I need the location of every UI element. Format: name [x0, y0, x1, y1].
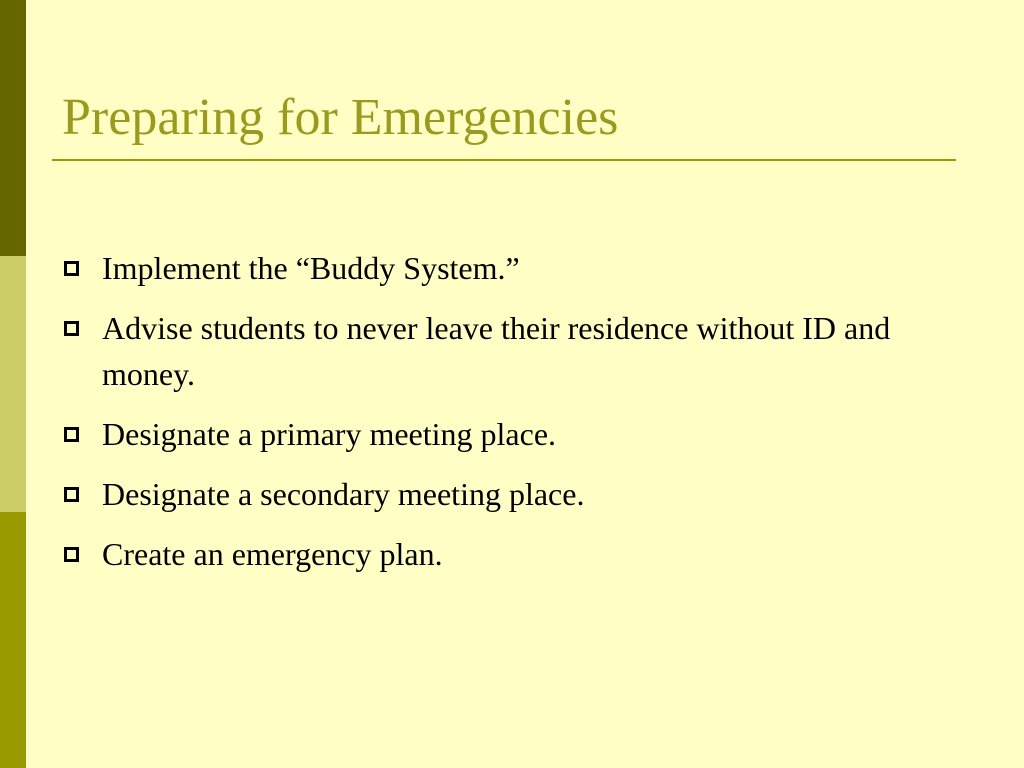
bullet-text: Implement the “Buddy System.” [102, 250, 520, 286]
hollow-square-bullet-icon [64, 487, 79, 502]
slide-title: Preparing for Emergencies [62, 89, 619, 146]
bullet-text: Designate a secondary meeting place. [102, 476, 585, 512]
side-band-top [0, 0, 26, 256]
bullet-item [62, 305, 972, 397]
title-underline-rule [52, 159, 956, 161]
bullet-list [62, 245, 972, 591]
hollow-square-bullet-icon [64, 427, 79, 442]
hollow-square-bullet-icon [64, 547, 79, 562]
bullet-text: Create an emergency plan. [102, 536, 443, 572]
bullet-item [62, 411, 972, 457]
hollow-square-bullet-icon [64, 321, 79, 336]
bullet-item [62, 471, 972, 517]
bullet-item [62, 531, 972, 577]
bullet-item [62, 245, 972, 291]
side-band-bottom [0, 512, 26, 768]
bullet-text: Designate a primary meeting place. [102, 416, 557, 452]
hollow-square-bullet-icon [64, 261, 79, 276]
bullet-text: Advise students to never leave their residence without ID and money. [102, 310, 891, 392]
side-band-middle [0, 256, 26, 512]
